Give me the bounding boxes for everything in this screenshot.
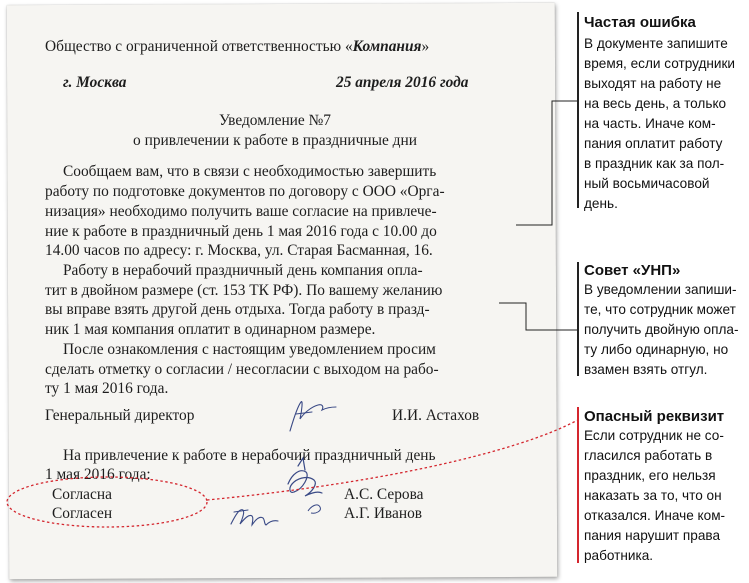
consent-status: Согласен [52, 505, 113, 522]
note-line: выходят на работу не [584, 76, 722, 91]
note-line: на часть. Иначе ком- [584, 116, 716, 131]
advice-callout-line [499, 303, 578, 330]
note-title-error: Частая ошибка [584, 14, 696, 31]
ivanov-signature [231, 510, 278, 525]
note-line: получить двойную опла- [584, 322, 739, 337]
director-name: И.И. Астахов [392, 407, 480, 424]
para2-line: Работу в нерабочий праздничный день компания опла- [63, 262, 423, 279]
para1-line: ние к работе в праздничный день 1 мая 2016 года с 10.00 до [45, 223, 437, 240]
note-line: на весь день, а только [584, 96, 727, 111]
note-title-advice: Совет «УНП» [584, 262, 681, 279]
note-line: наказать за то, что он [584, 488, 722, 503]
director-title: Генеральный директор [45, 407, 195, 424]
note-line: В документе запишите [584, 36, 728, 51]
note-line: время, если сотрудники [584, 56, 736, 71]
para1-line: работу по подготовке документов по договору с ООО «Орга- [45, 183, 445, 200]
note-title-danger: Опасный реквизит [584, 408, 725, 425]
notice-subtitle: о привлечении к работе в праздничные дни [133, 132, 417, 149]
note-line: праздник, его нельзя [584, 468, 716, 483]
note-line: те, что сотрудник может [584, 302, 736, 317]
consent-callout-line [207, 420, 578, 500]
note-line: работника. [584, 548, 654, 563]
para3-line: сделать отметку о согласии / несогласии с выходом на рабо- [45, 361, 439, 378]
consent-name: А.Г. Иванов [344, 505, 423, 522]
para3-line: ту 1 мая 2016 года. [45, 380, 169, 397]
error-callout-line [516, 101, 578, 225]
document-city: г. Москва [63, 74, 127, 91]
company-line: Общество с ограниченной ответственностью «Компания» [45, 38, 430, 55]
notice-title: Уведомление №7 [219, 112, 331, 129]
para2-line: тит в двойном размере (ст. 153 ТК РФ). По вашему желанию [45, 282, 443, 299]
company-name: Компания [352, 38, 422, 55]
note-line: взамен взять отгул. [584, 362, 708, 377]
consent-ellipse [7, 477, 207, 527]
para2-line: вы вправе взять другой день отдыха. Тогда работу в празд- [45, 301, 430, 318]
note-line: В уведомлении запиши- [584, 282, 737, 297]
document-date: 25 апреля 2016 года [336, 74, 469, 91]
para3-line: После ознакомления с настоящим уведомлением просим [63, 341, 436, 358]
note-line: Если сотрудник не со- [584, 428, 724, 443]
para1-line: 14.00 часов по адресу: г. Москва, ул. Старая Басманная, 16. [45, 242, 433, 259]
note-line: в праздник как за пол- [584, 156, 725, 171]
note-bar-advice [577, 262, 579, 376]
note-line: ный восьмичасовой [584, 176, 710, 191]
para2-line: ник 1 мая компания оплатит в одинарном размере. [45, 321, 376, 338]
consent-status: Согласна [52, 486, 112, 503]
note-line: пания нарушит права [584, 528, 721, 543]
note-line: гласился работать в [584, 448, 713, 463]
consent-intro-line: На привлечение к работе в нерабочий праздничный день [63, 447, 436, 464]
note-line: день. [584, 196, 618, 211]
para1-line: Сообщаем вам, что в связи с необходимостью завершить [63, 163, 437, 180]
consent-name: А.С. Серова [344, 486, 424, 503]
note-bar-danger [577, 407, 579, 563]
director-signature [290, 401, 336, 431]
para1-line: низация» необходимо получить ваше согласие на привлече- [45, 203, 437, 220]
note-line: ту либо одинарную, но [584, 342, 729, 357]
note-line: отказался. Иначе ком- [584, 508, 726, 523]
note-line: пания оплатит работу [584, 136, 723, 151]
ivanov-signature-flourish [308, 505, 320, 513]
consent-intro-line: 1 мая 2016 года: [45, 466, 151, 483]
note-bar-error [577, 12, 579, 208]
